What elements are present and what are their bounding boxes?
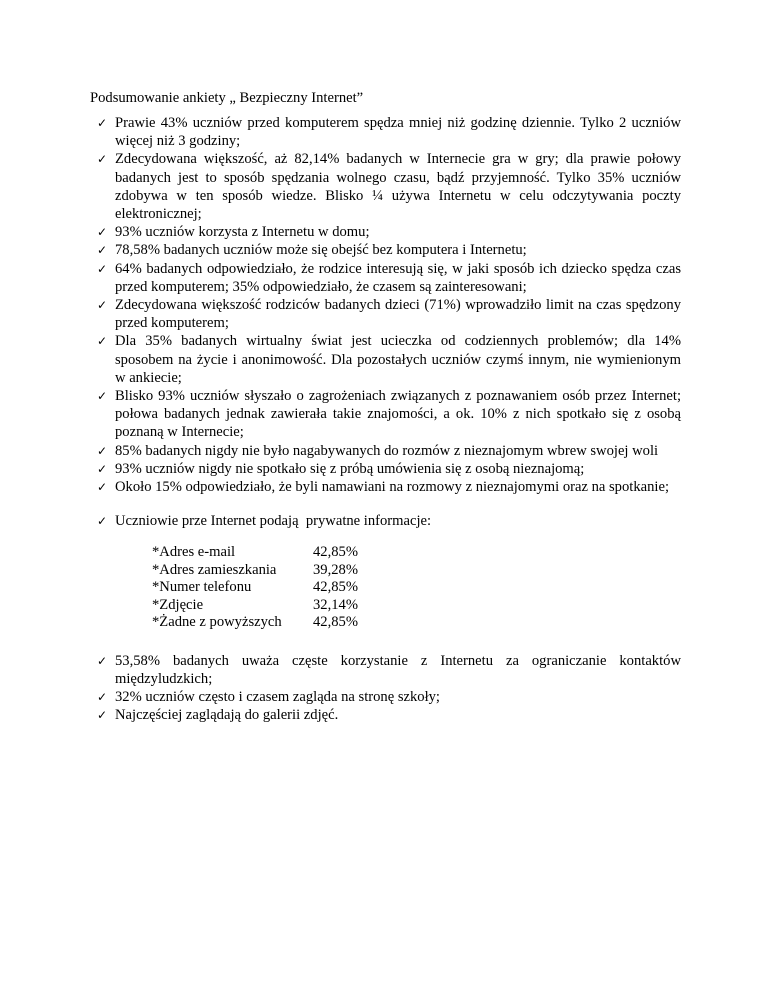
check-mark-icon: ✓ bbox=[97, 689, 108, 704]
document-title: Podsumowanie ankiety „ Bezpieczny Internet” bbox=[90, 90, 364, 106]
list-item-text: Najczęściej zaglądają do galerii zdjęć. bbox=[115, 707, 339, 724]
list-item bbox=[97, 241, 681, 259]
list-item bbox=[97, 296, 681, 332]
check-mark-icon: ✓ bbox=[97, 653, 108, 668]
check-mark-icon: ✓ bbox=[97, 708, 108, 723]
table-row bbox=[152, 579, 358, 596]
info-label: *Żadne z powyższych bbox=[152, 614, 282, 631]
list-item bbox=[97, 223, 681, 241]
list-item-text: 32% uczniów często i czasem zagląda na stronę szkoły; bbox=[115, 688, 440, 705]
summary-list bbox=[97, 114, 696, 724]
list-item bbox=[97, 150, 681, 223]
check-mark-icon: ✓ bbox=[97, 116, 108, 130]
list-item-text: 85% badanych nigdy nie było nagabywanych do rozmów z nieznajomym wbrew swojej woli bbox=[115, 442, 659, 459]
list-item-text: Zdecydowana większość, aż 82,14% badanych w Internecie gra w gry; dla prawie połowy badanych jest to sposób spędzania wolnego czasu, bądź przyjemność. Tylko 35% uczniów zdobywa w ten sposób wiedze. Blisko ¼ używa Internetu w celu odczytywania poczty elektronicznej; bbox=[115, 151, 681, 223]
check-mark-icon: ✓ bbox=[97, 461, 108, 476]
table-row bbox=[152, 562, 358, 579]
list-item-text: 64% badanych odpowiedziało, że rodzice interesują się, w jaki sposób ich dziecko spędza czas przed komputerem; 35% odpowiedziało, że czasem są zainteresowani; bbox=[115, 260, 681, 295]
info-value: 42,85% bbox=[313, 614, 358, 631]
list-item-text: Około 15% odpowiedziało, że byli namawiani na rozmowy z nieznajomymi oraz na spotkanie; bbox=[115, 479, 669, 496]
list-item bbox=[97, 688, 681, 706]
info-value: 42,85% bbox=[313, 544, 358, 561]
private-info-heading: Uczniowie prze Internet podają prywatne informacje: bbox=[115, 513, 432, 530]
check-mark-icon: ✓ bbox=[97, 152, 108, 167]
check-mark-icon: ✓ bbox=[97, 261, 108, 276]
table-row bbox=[152, 597, 358, 614]
list-item bbox=[97, 114, 681, 150]
info-value: 39,28% bbox=[313, 561, 358, 578]
table-row bbox=[152, 544, 358, 561]
list-item-text: 78,58% badanych uczniów może się obejść bez komputera i Internetu; bbox=[115, 242, 527, 259]
check-mark-icon: ✓ bbox=[97, 480, 108, 495]
list-item-text: Prawie 43% uczniów przed komputerem spędza mniej niż godzinę dziennie. Tylko 2 uczniów więcej niż 3 godziny; bbox=[115, 115, 681, 150]
list-item bbox=[97, 460, 681, 478]
check-mark-icon: ✓ bbox=[97, 334, 108, 349]
info-value: 32,14% bbox=[313, 596, 358, 613]
check-mark-icon: ✓ bbox=[97, 443, 108, 458]
list-item-text: Zdecydowana większość rodziców badanych dzieci (71%) wprowadziło limit na czas spędzony przed komputerem; bbox=[115, 297, 681, 332]
check-mark-icon: ✓ bbox=[97, 514, 108, 529]
list-item-text: Blisko 93% uczniów słyszało o zagrożeniach związanych z poznawaniem osób przez Internet; połowa badanych jednak zawierała takie znajomości, a ok. 10% z nich spotkało się z osobą poznaną w Internecie; bbox=[115, 388, 681, 441]
check-mark-icon: ✓ bbox=[97, 225, 108, 240]
list-item bbox=[97, 706, 681, 724]
list-item bbox=[97, 332, 696, 387]
info-label: *Zdjęcie bbox=[152, 596, 204, 613]
list-item bbox=[97, 652, 681, 688]
list-item bbox=[97, 478, 681, 496]
list-item bbox=[97, 442, 681, 460]
check-mark-icon: ✓ bbox=[97, 298, 108, 313]
list-item-text: 53,58% badanych uważa częste korzystanie z Internetu za ograniczanie kontaktów międzyludzkich; bbox=[115, 652, 681, 687]
list-item-text: 93% uczniów korzysta z Internetu w domu; bbox=[115, 224, 370, 241]
list-item-text: 93% uczniów nigdy nie spotkało się z próbą umówienia się z osobą nieznajomą; bbox=[115, 460, 585, 477]
info-label: *Adres zamieszkania bbox=[152, 561, 277, 578]
info-label: *Adres e-mail bbox=[152, 544, 236, 561]
info-value: 42,85% bbox=[313, 579, 358, 596]
list-item bbox=[97, 387, 681, 442]
check-mark-icon: ✓ bbox=[97, 243, 108, 258]
list-item bbox=[97, 260, 681, 296]
table-row bbox=[152, 614, 358, 631]
info-label: *Numer telefonu bbox=[152, 579, 252, 596]
list-item-text: Dla 35% badanych wirtualny świat jest ucieczka od codziennych problemów; dla 14% sposobem na życie i anonimowość. Dla pozostałych uczniów czymś innym, nie wymienionym w ankiecie; bbox=[115, 333, 696, 386]
private-info-section bbox=[97, 512, 681, 631]
private-info-table bbox=[152, 544, 358, 631]
check-mark-icon: ✓ bbox=[97, 389, 108, 404]
